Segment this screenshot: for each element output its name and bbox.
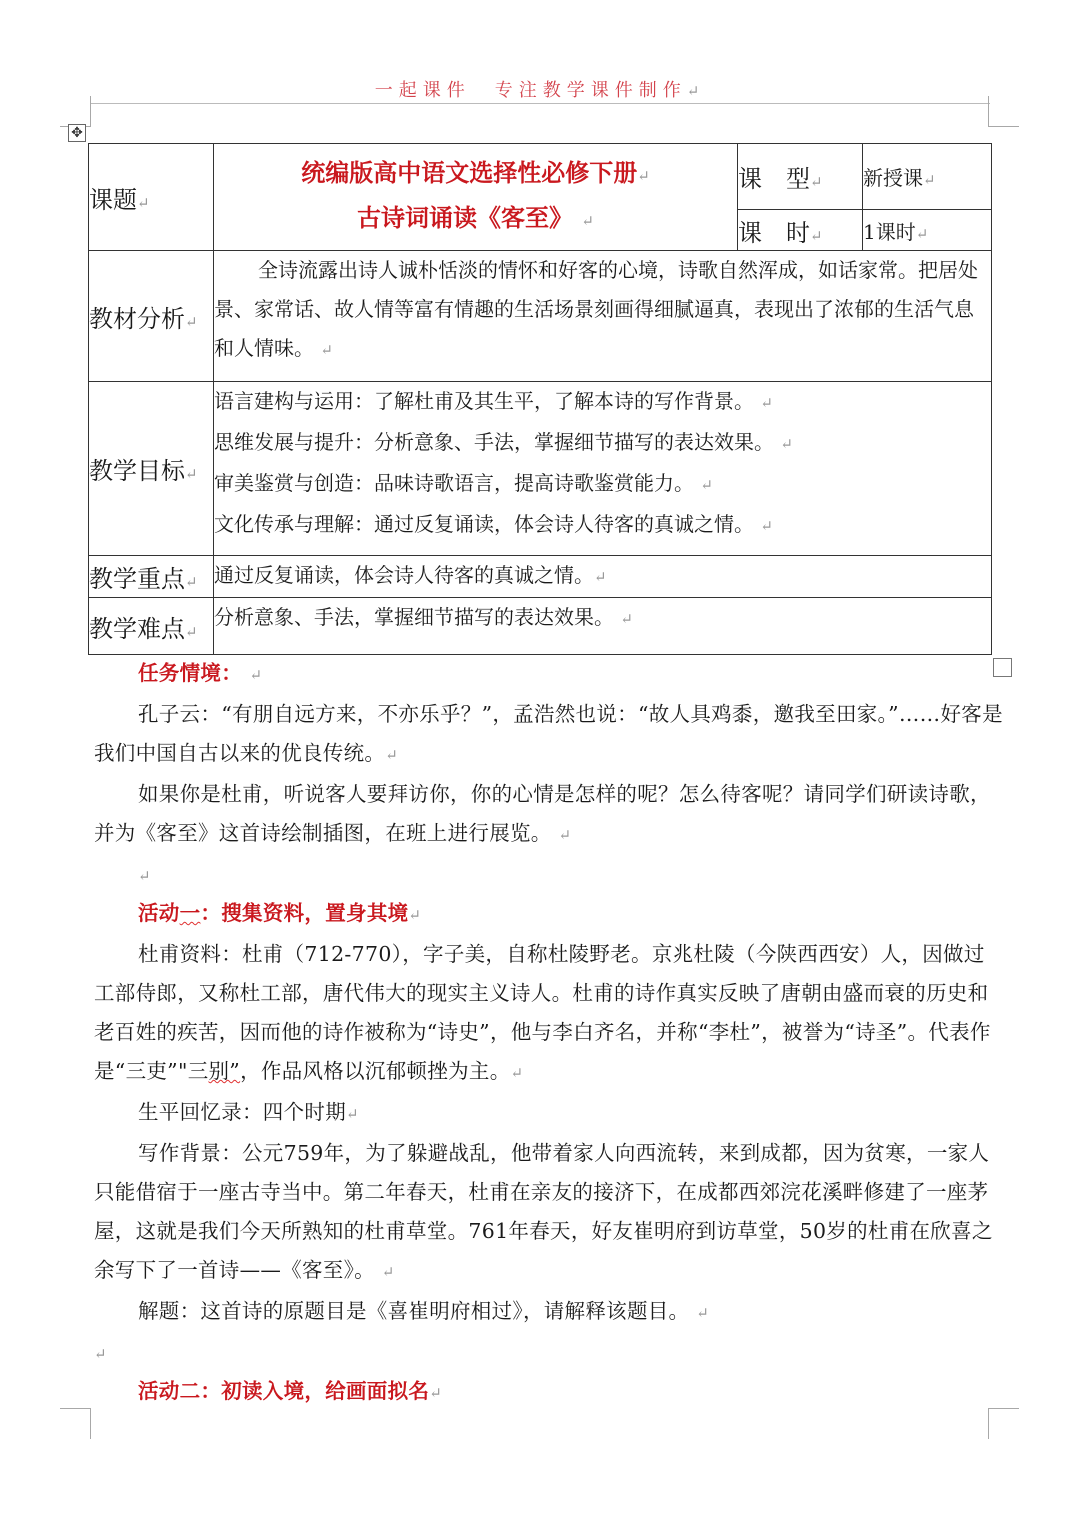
crop-mark-bottom-left: [60, 1408, 91, 1439]
goal-item: 思维发展与提升：分析意象、手法，掌握细节描写的表达效果。 ↵: [214, 430, 793, 454]
class-hours-label-cell[interactable]: 课 时↵: [738, 210, 863, 251]
subject-label-cell[interactable]: 课题↵: [89, 144, 214, 251]
class-hours-value-cell[interactable]: 1课时↵: [863, 210, 992, 251]
page-header: 一起课件 专注教学课件制作↵: [374, 80, 706, 101]
goals-content-cell[interactable]: [214, 382, 992, 556]
title-explain-paragraph: 解题：这首诗的原题目是《喜崔明府相过》，请解释该题目。 ↵: [138, 1299, 710, 1323]
goals-label-cell[interactable]: 教学目标↵: [89, 382, 214, 556]
analysis-label-cell[interactable]: 教材分析↵: [89, 251, 214, 382]
crop-mark-top-left: [60, 96, 91, 127]
goal-item: 语言建构与运用：了解杜甫及其生平，了解本诗的写作背景。 ↵: [214, 389, 773, 413]
focus-content-cell[interactable]: 通过反复诵读，体会诗人待客的真诚之情。↵: [214, 556, 992, 598]
difficulty-label-cell[interactable]: 教学难点↵: [89, 598, 214, 655]
task-paragraph-1: 孔子云：“有朋自远方来，不亦乐乎？”，孟浩然也说：“故人具鸡黍，邀我至田家。”……好客是我们中国自古以来的优良传统。↵: [94, 702, 1003, 765]
goal-item: 文化传承与理解：通过反复诵读，体会诗人待客的真诚之情。 ↵: [214, 512, 773, 536]
background-paragraph: 写作背景：公元759年，为了躲避战乱，他带着家人向西流转，来到成都，因为贫寒，一家人只能借宿于一座古寺当中。第二年春天，杜甫在亲友的接济下，在成都西郊浣花溪畔修建了一座茅屋，这就是我们今天所熟知的杜甫草堂。761年春天，好友崔明府到访草堂，50岁的杜甫在欣喜之余写下了一首诗——《客至》。 ↵: [94, 1141, 993, 1282]
crop-mark-top-right: [988, 96, 1019, 127]
activity1-heading: 活动一：搜集资料，置身其境↵: [138, 901, 422, 925]
task-paragraph-2: 如果你是杜甫，听说客人要拜访你，你的心情是怎样的呢？怎么待客呢？请同学们研读诗歌，并为《客至》这首诗绘制插图，在班上进行展览。 ↵: [94, 782, 991, 845]
dufu-bio-paragraph: 杜甫资料：杜甫（712-770），字子美，自称杜陵野老。京兆杜陵（今陕西西安）人，因做过工部侍郎，又称杜工部，唐代伟大的现实主义诗人。杜甫的诗作真实反映了唐朝由盛而衰的历史和老百姓的疾苦，因而他的诗作被称为“诗史”，他与李白齐名，并称“李杜”，被誉为“诗圣”。代表作是“三吏”"三别”，作品风格以沉郁顿挫为主。↵: [94, 942, 991, 1083]
analysis-content-cell[interactable]: [214, 251, 992, 382]
empty-paragraph: ↵: [138, 867, 151, 885]
task-heading: 任务情境： ↵: [138, 661, 263, 685]
activity2-heading: 活动二：初读入境，给画面拟名↵: [138, 1379, 443, 1403]
spellcheck-underline: 一: [179, 901, 201, 925]
class-type-value-cell[interactable]: 新授课↵: [863, 144, 992, 210]
paragraph-mark-icon: ↵: [686, 82, 706, 100]
analysis-text: 全诗流露出诗人诚朴恬淡的情怀和好客的心境，诗歌自然浑成，如话家常。把居处景、家常话、故人情等富有情趣的生活场景刻画得细腻逼真，表现出了浓郁的生活气息和人情味。 ↵: [214, 258, 978, 360]
table-move-handle-icon[interactable]: ✥: [68, 124, 86, 142]
document-body[interactable]: [94, 654, 1004, 1413]
goal-item: 审美鉴赏与创造：品味诗歌语言，提高诗歌鉴赏能力。 ↵: [214, 471, 713, 495]
empty-paragraph: ↵: [94, 1345, 107, 1363]
spellcheck-underline: 别”: [208, 1059, 241, 1083]
focus-label-cell[interactable]: 教学重点↵: [89, 556, 214, 598]
lesson-title-line1: 统编版高中语文选择性必修下册↵: [301, 158, 650, 187]
lesson-title-cell[interactable]: [214, 144, 738, 251]
difficulty-content-cell[interactable]: 分析意象、手法，掌握细节描写的表达效果。 ↵: [214, 598, 992, 655]
header-divider: [90, 103, 990, 104]
lesson-plan-table: [88, 143, 992, 655]
class-type-label-cell[interactable]: 课 型↵: [738, 144, 863, 210]
lesson-title-line2: 古诗词诵读《客至》 ↵: [357, 203, 594, 232]
life-review-paragraph: 生平回忆录：四个时期↵: [138, 1100, 359, 1124]
